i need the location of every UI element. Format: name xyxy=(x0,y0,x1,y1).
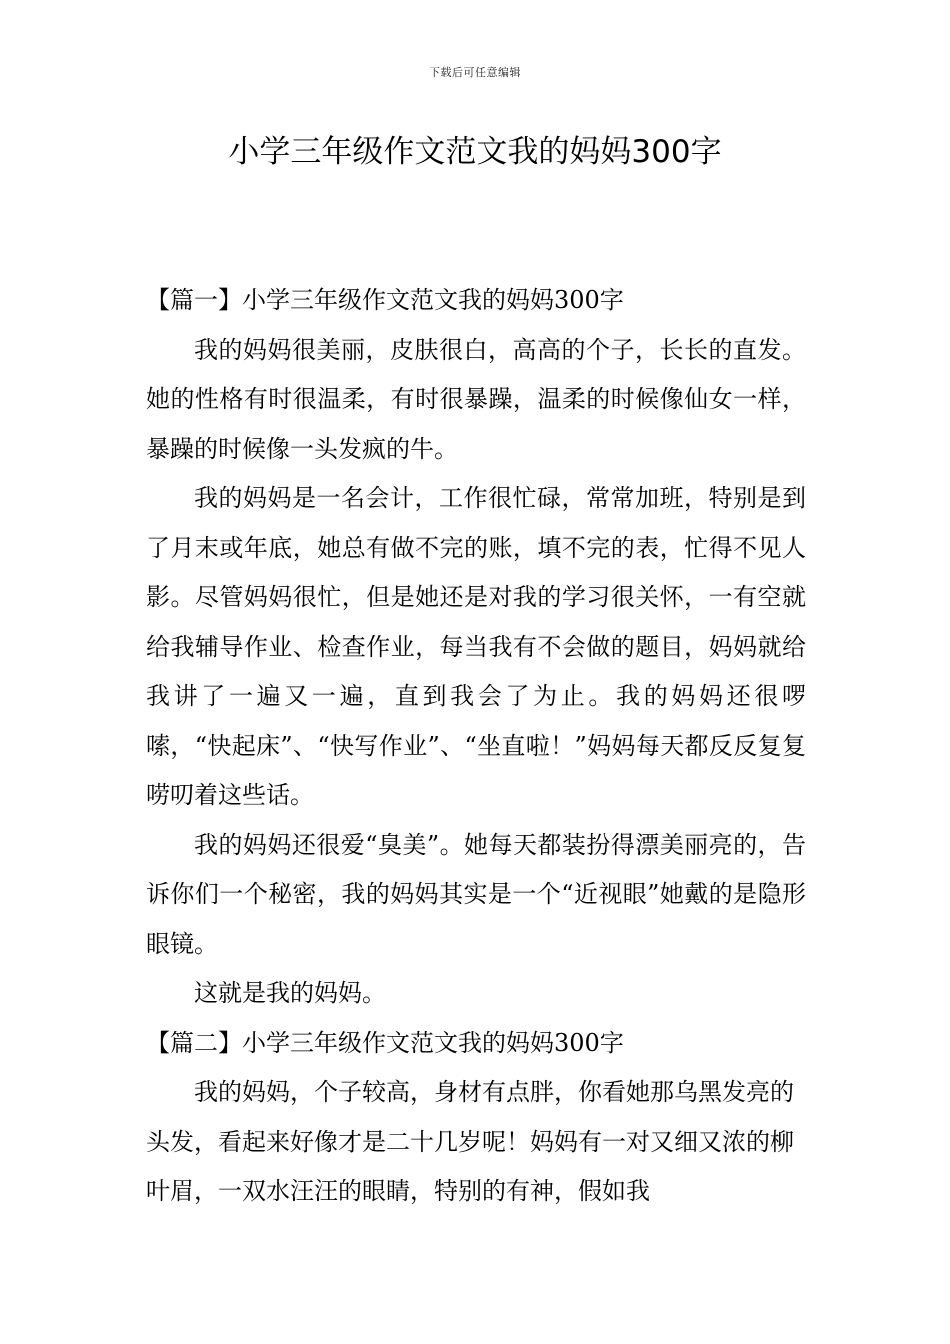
document-title: 小学三年级作文范文我的妈妈300字 xyxy=(228,134,722,170)
paragraph: 我的妈妈还很爱“臭美”。她每天都装扮得漂美丽亮的，告诉你们一个秘密，我的妈妈其实是一个“近视眼”她戴的是隐形眼镜。 xyxy=(146,830,806,958)
section-1 xyxy=(146,276,806,1019)
section-heading: 【篇二】小学三年级作文范文我的妈妈300字 xyxy=(146,1028,624,1057)
paragraph: 我的妈妈，个子较高，身材有点胖，你看她那乌黑发亮的头发，看起来好像才是二十几岁呢！妈妈有一对又细又浓的柳叶眉，一双水汪汪的眼睛，特别的有神，假如我 xyxy=(146,1078,794,1205)
paragraph: 我的妈妈很美丽，皮肤很白，高高的个子，长长的直发。她的性格有时很温柔，有时很暴躁，温柔的时候像仙女一样，暴躁的时候像一头发疯的牛。 xyxy=(146,335,806,463)
paragraph: 这就是我的妈妈。 xyxy=(194,979,386,1007)
header-note: 下载后可任意编辑 xyxy=(429,66,521,79)
section-2 xyxy=(146,1019,806,1217)
section-heading: 【篇一】小学三年级作文范文我的妈妈300字 xyxy=(146,286,624,314)
document-body xyxy=(146,276,806,1217)
paragraph: 我的妈妈是一名会计，工作很忙碌，常常加班，特别是到了月末或年底，她总有做不完的账，填不完的表，忙得不见人影。尽管妈妈很忙，但是她还是对我的学习很关怀，一有空就给我辅导作业、检查作业，每当我有不会做的题目，妈妈就给我讲了一遍又一遍，直到我会了为止。我的妈妈还很啰嗦，“快起床”、“快写作业”、“坐直啦！”妈妈每天都反反复复唠叨着这些话。 xyxy=(146,484,806,809)
